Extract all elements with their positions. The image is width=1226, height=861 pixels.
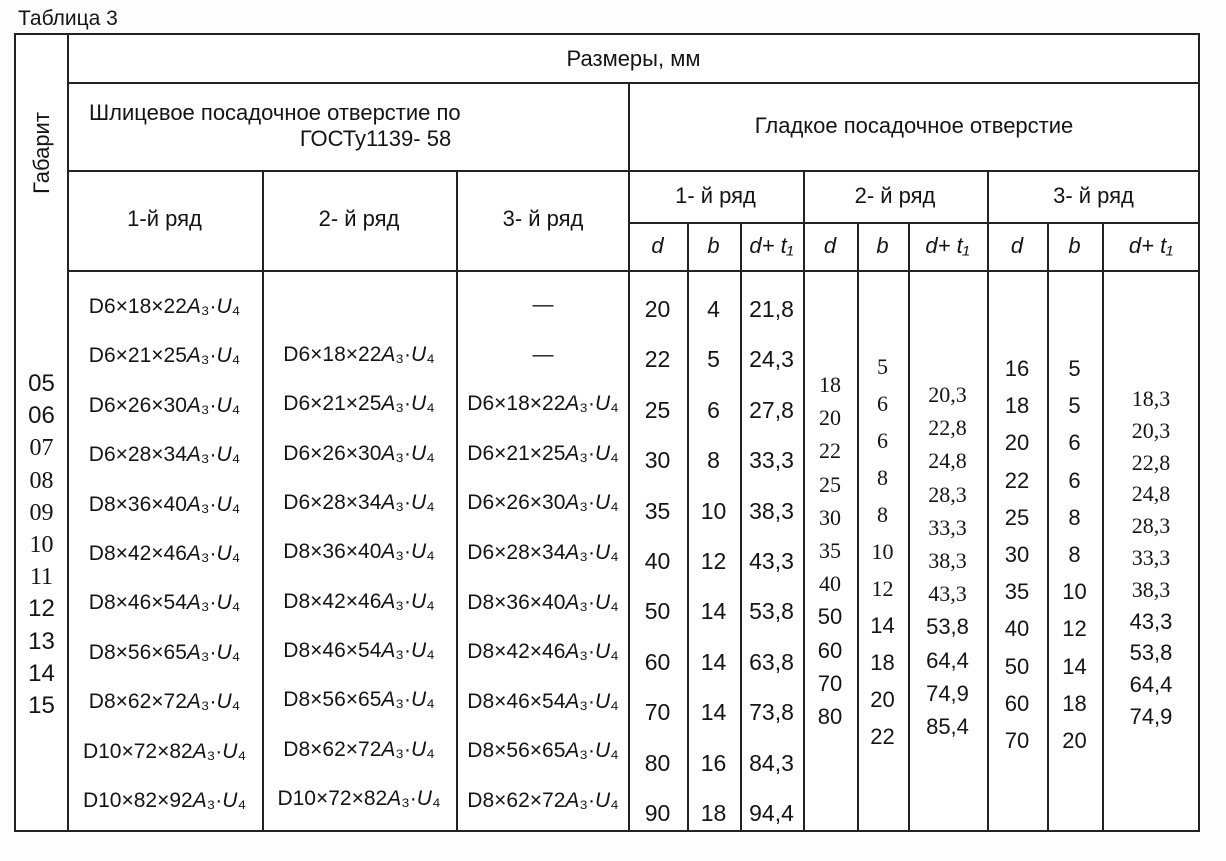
spline-header-line2: ГОСТу1139- 58	[299, 126, 452, 151]
smooth-r1-b-column-cell: 14	[700, 598, 727, 625]
subheader-d-plus-t1: d+ t₁	[1128, 233, 1174, 258]
smooth-r2-b-column-cell: 6	[877, 428, 888, 453]
gabarit-column-cell: 11	[29, 564, 54, 591]
smooth-r1-dt1-column-cell: 27,8	[749, 396, 794, 423]
smooth-r1-d-column-cell: 20	[644, 296, 671, 322]
spline-col-2-cell: D8×62×72A₃·U₄	[283, 737, 435, 761]
spline-col-3-cell: —	[532, 342, 554, 366]
smooth-r2-dt1-column-cell: 38,3	[928, 547, 967, 573]
smooth-r3-b-column-cell: 6	[1068, 430, 1081, 456]
smooth-r2-d-column-cell: 50	[817, 604, 843, 630]
smooth-r3-b-column-cell: 5	[1068, 393, 1081, 419]
spline-col-1-cell: D10×72×82A₃·U₄	[82, 739, 247, 763]
gabarit-column-cell: 15	[28, 691, 55, 719]
smooth-r2-d-column-cell: 70	[817, 670, 843, 696]
smooth-r3-b-column-cell: 14	[1062, 653, 1087, 679]
spline-col-1-cell: D6×18×22A₃·U₄	[88, 295, 241, 318]
subheader-d-plus-t1: d+ t₁	[749, 233, 794, 258]
spline-col-2-cell: D8×42×46A₃·U₄	[283, 589, 435, 613]
subheader-b: b	[707, 233, 720, 258]
grid-line	[67, 270, 1200, 272]
smooth-r3-dt1-column-cell: 38,3	[1131, 576, 1171, 602]
spline-row3-header: 3- й ряд	[502, 206, 584, 231]
column-header-gabarit: Габарит	[28, 111, 54, 194]
smooth-r1-d-column-cell: 25	[644, 396, 671, 423]
spline-col-2	[262, 343, 456, 811]
smooth-r3-d-column-cell: 50	[1004, 653, 1030, 679]
smooth-r3-b-column-cell: 6	[1068, 467, 1081, 493]
subheader-b: b	[1068, 233, 1081, 258]
spline-col-1-cell: D8×46×54A₃·U₄	[88, 591, 241, 615]
smooth-r3-dt1-column-cell: 20,3	[1131, 417, 1171, 443]
smooth-r2-b-column	[857, 355, 908, 749]
spline-header-line1: Шлицевое посадочное отверстие по	[89, 100, 461, 125]
smooth-r1-d-column-cell: 30	[644, 447, 671, 474]
gabarit-column	[16, 371, 67, 719]
spline-col-3-cell: D8×56×65A₃·U₄	[467, 739, 619, 763]
section-header-spline-bore	[67, 82, 628, 170]
smooth-r2-b-column-cell: 12	[871, 576, 894, 601]
smooth-r1-dt1-column-cell: 43,3	[749, 547, 794, 574]
smooth-r1-d-column-cell: 60	[644, 648, 671, 675]
smooth-r3-dt1-column-cell: 43,3	[1129, 608, 1173, 634]
smooth-r1-dt1-column	[740, 297, 803, 825]
spline-col-3-cell: D8×36×40A₃·U₄	[467, 590, 619, 614]
page-title: Таблица 3	[18, 7, 118, 30]
spline-col-3-cell: D8×46×54A₃·U₄	[467, 689, 619, 713]
spline-col-3	[456, 293, 630, 813]
smooth-r1-dt1-column-cell: 84,3	[749, 749, 794, 776]
smooth-r3-dt1-column	[1102, 387, 1200, 729]
gabarit-column-cell: 14	[28, 659, 55, 687]
smooth-r2-d-column-cell: 20	[819, 405, 841, 431]
gabarit-column-cell: 08	[29, 467, 54, 494]
smooth-r3-d-column-cell: 60	[1004, 690, 1030, 716]
smooth-r2-dt1-column-cell: 20,3	[928, 382, 967, 407]
spline-col-1-cell: D6×26×30A₃·U₄	[88, 393, 241, 417]
smooth-r2-dt1-column-cell: 43,3	[928, 581, 967, 607]
smooth-r2-b-column-cell: 18	[870, 650, 895, 675]
section-header-smooth-bore: Гладкое посадочное отверстие	[754, 113, 1074, 138]
subheader-d-plus-t1: d+ t₁	[925, 233, 970, 258]
spline-col-1	[67, 295, 262, 813]
spline-col-1-cell: D8×62×72A₃·U₄	[88, 690, 241, 714]
spline-col-2-cell: D8×46×54A₃·U₄	[283, 638, 435, 662]
spline-col-2-cell: D8×36×40A₃·U₄	[283, 540, 435, 564]
smooth-r1-dt1-column-cell: 21,8	[749, 296, 794, 322]
smooth-r2-d-column-cell: 40	[819, 571, 841, 597]
smooth-r3-d-column-cell: 35	[1004, 579, 1030, 605]
smooth-r2-b-column-cell: 8	[877, 465, 888, 490]
smooth-r1-d-column-cell: 80	[644, 749, 671, 776]
smooth-r1-dt1-column-cell: 94,4	[749, 799, 794, 826]
smooth-r2-b-column-cell: 8	[877, 502, 888, 527]
subheader-d: d	[1010, 233, 1024, 258]
smooth-r2-d-column	[803, 373, 857, 729]
spline-col-1-cell: D6×28×34A₃·U₄	[88, 443, 241, 467]
smooth-r1-d-column	[628, 297, 687, 825]
spline-col-3-cell: D8×42×46A₃·U₄	[467, 640, 619, 664]
smooth-r3-b-column-cell: 20	[1062, 727, 1087, 753]
smooth-r1-b-column-cell: 4	[707, 296, 720, 322]
smooth-r2-dt1-column	[908, 383, 987, 739]
smooth-r3-d-column-cell: 22	[1004, 467, 1030, 493]
smooth-r3-b-column-cell: 10	[1062, 579, 1087, 605]
smooth-row3-header: 3- й ряд	[1053, 183, 1134, 208]
smooth-r3-b-column	[1047, 357, 1102, 753]
gabarit-column-cell: 09	[29, 499, 54, 526]
smooth-r3-dt1-column-cell: 64,4	[1129, 672, 1173, 698]
smooth-r3-dt1-column-cell: 22,8	[1131, 449, 1171, 475]
smooth-r1-b-column-cell: 10	[700, 497, 727, 524]
smooth-r2-b-column-cell: 5	[877, 354, 888, 379]
smooth-r3-d-column-cell: 70	[1004, 727, 1030, 753]
smooth-r1-d-column-cell: 22	[644, 346, 671, 373]
smooth-r2-dt1-column-cell: 24,8	[928, 448, 967, 474]
smooth-r3-b-column-cell: 18	[1062, 690, 1087, 716]
spline-col-3-cell: D6×21×25A₃·U₄	[467, 441, 619, 465]
smooth-r1-dt1-column-cell: 24,3	[749, 346, 794, 373]
smooth-r2-d-column-cell: 80	[817, 703, 843, 729]
smooth-r1-dt1-column-cell: 38,3	[749, 497, 794, 524]
smooth-r1-d-column-cell: 40	[644, 547, 671, 574]
smooth-r3-d-column-cell: 18	[1004, 393, 1030, 419]
spline-col-1-cell: D8×36×40A₃·U₄	[88, 492, 241, 516]
smooth-r3-d-column-cell: 40	[1004, 616, 1030, 642]
smooth-r2-b-column-cell: 20	[870, 687, 895, 712]
smooth-r3-dt1-column-cell: 28,3	[1131, 513, 1171, 539]
dimension-table	[14, 33, 1200, 832]
gabarit-column-cell: 12	[28, 595, 55, 623]
smooth-r1-b-column	[687, 297, 740, 825]
smooth-r1-b-column-cell: 8	[707, 447, 720, 474]
smooth-r3-b-column-cell: 5	[1068, 356, 1081, 381]
smooth-r2-dt1-column-cell: 85,4	[926, 713, 969, 739]
smooth-r2-dt1-column-cell: 33,3	[928, 514, 967, 540]
smooth-r3-d-column-cell: 25	[1004, 504, 1030, 530]
smooth-r2-d-column-cell: 22	[819, 438, 841, 464]
subheader-d: d	[651, 233, 664, 258]
smooth-r2-d-column-cell: 25	[819, 471, 841, 497]
smooth-r1-d-column-cell: 90	[644, 799, 671, 826]
subheader-d: d	[823, 233, 837, 258]
spline-col-3-cell: —	[532, 293, 554, 316]
spline-col-3-cell: D6×28×34A₃·U₄	[467, 540, 619, 564]
smooth-r3-b-column-cell: 8	[1068, 541, 1081, 567]
smooth-row2-header: 2- й ряд	[854, 183, 936, 208]
smooth-r1-d-column-cell: 70	[644, 699, 671, 726]
smooth-r3-dt1-column-cell: 33,3	[1131, 544, 1171, 570]
smooth-r2-d-column-cell: 35	[819, 537, 841, 563]
smooth-r1-d-column-cell: 50	[644, 598, 671, 625]
smooth-r2-dt1-column-cell: 64,4	[926, 647, 969, 673]
gabarit-column-cell: 07	[29, 435, 54, 462]
smooth-r3-d-column-cell: 16	[1004, 356, 1030, 381]
smooth-r1-d-column-cell: 35	[644, 497, 671, 524]
smooth-r3-d-column-cell: 20	[1004, 430, 1030, 456]
spline-col-2-cell: D6×18×22A₃·U₄	[283, 343, 435, 366]
spline-col-3-cell: D6×26×30A₃·U₄	[467, 491, 619, 515]
gabarit-column-cell: 06	[28, 402, 55, 430]
smooth-r3-dt1-column-cell: 74,9	[1129, 703, 1173, 729]
smooth-r2-b-column-cell: 10	[871, 539, 894, 564]
smooth-r2-dt1-column-cell: 74,9	[926, 680, 969, 706]
spline-col-1-cell: D10×82×92A₃·U₄	[82, 788, 247, 812]
smooth-r1-dt1-column-cell: 63,8	[749, 648, 794, 675]
smooth-r2-b-column-cell: 22	[870, 724, 895, 749]
spline-col-2-cell: D10×72×82A₃·U₄	[277, 786, 441, 810]
smooth-r1-b-column-cell: 16	[700, 749, 727, 776]
gabarit-column-cell: 10	[29, 531, 54, 558]
spline-col-2-cell: D6×26×30A₃·U₄	[283, 441, 435, 465]
smooth-r3-b-column-cell: 8	[1068, 504, 1081, 530]
spline-row2-header: 2- й ряд	[318, 206, 400, 231]
spline-col-1-cell: D6×21×25A₃·U₄	[88, 344, 241, 368]
smooth-r1-b-column-cell: 18	[700, 799, 727, 826]
smooth-r1-b-column-cell: 12	[700, 547, 727, 574]
smooth-r3-dt1-column-cell: 53,8	[1129, 640, 1173, 666]
smooth-r2-b-column-cell: 6	[877, 391, 888, 416]
spline-col-2-cell: D6×28×34A₃·U₄	[283, 490, 435, 514]
smooth-r3-d-column	[987, 357, 1047, 753]
spline-row1-header: 1-й ряд	[127, 206, 202, 231]
smooth-row1-header: 1- й ряд	[675, 183, 756, 208]
gabarit-column-cell: 05	[28, 370, 55, 397]
spline-col-3-cell: D6×18×22A₃·U₄	[467, 392, 619, 416]
smooth-r1-b-column-cell: 14	[700, 648, 727, 675]
spline-col-3-cell: D8×62×72A₃·U₄	[467, 788, 619, 812]
spline-col-2-cell: D6×21×25A₃·U₄	[283, 392, 435, 416]
smooth-r2-d-column-cell: 30	[819, 504, 841, 530]
table-header-sizes: Размеры, мм	[566, 45, 701, 71]
smooth-r2-d-column-cell: 60	[817, 637, 843, 663]
smooth-r2-dt1-column-cell: 28,3	[928, 481, 967, 507]
smooth-r1-b-column-cell: 5	[707, 346, 720, 373]
gabarit-column-cell: 13	[28, 627, 55, 655]
spline-col-1-cell: D8×42×46A₃·U₄	[88, 541, 241, 565]
smooth-r1-b-column-cell: 14	[700, 699, 727, 726]
smooth-r3-d-column-cell: 30	[1004, 541, 1030, 567]
smooth-r3-dt1-column-cell: 18,3	[1131, 386, 1171, 411]
smooth-r3-dt1-column-cell: 24,8	[1131, 481, 1171, 507]
smooth-r1-dt1-column-cell: 33,3	[749, 447, 794, 474]
spline-col-2-cell: D8×56×65A₃·U₄	[283, 688, 435, 712]
smooth-r3-b-column-cell: 12	[1062, 616, 1087, 642]
smooth-r1-b-column-cell: 6	[707, 396, 720, 423]
smooth-r2-dt1-column-cell: 53,8	[926, 614, 969, 640]
smooth-r1-dt1-column-cell: 73,8	[749, 699, 794, 726]
smooth-r2-dt1-column-cell: 22,8	[928, 415, 967, 441]
smooth-r1-dt1-column-cell: 53,8	[749, 598, 794, 625]
smooth-r2-b-column-cell: 14	[870, 613, 895, 638]
spline-col-1-cell: D8×56×65A₃·U₄	[88, 640, 241, 664]
subheader-b: b	[876, 233, 889, 258]
smooth-r2-d-column-cell: 18	[819, 372, 841, 397]
